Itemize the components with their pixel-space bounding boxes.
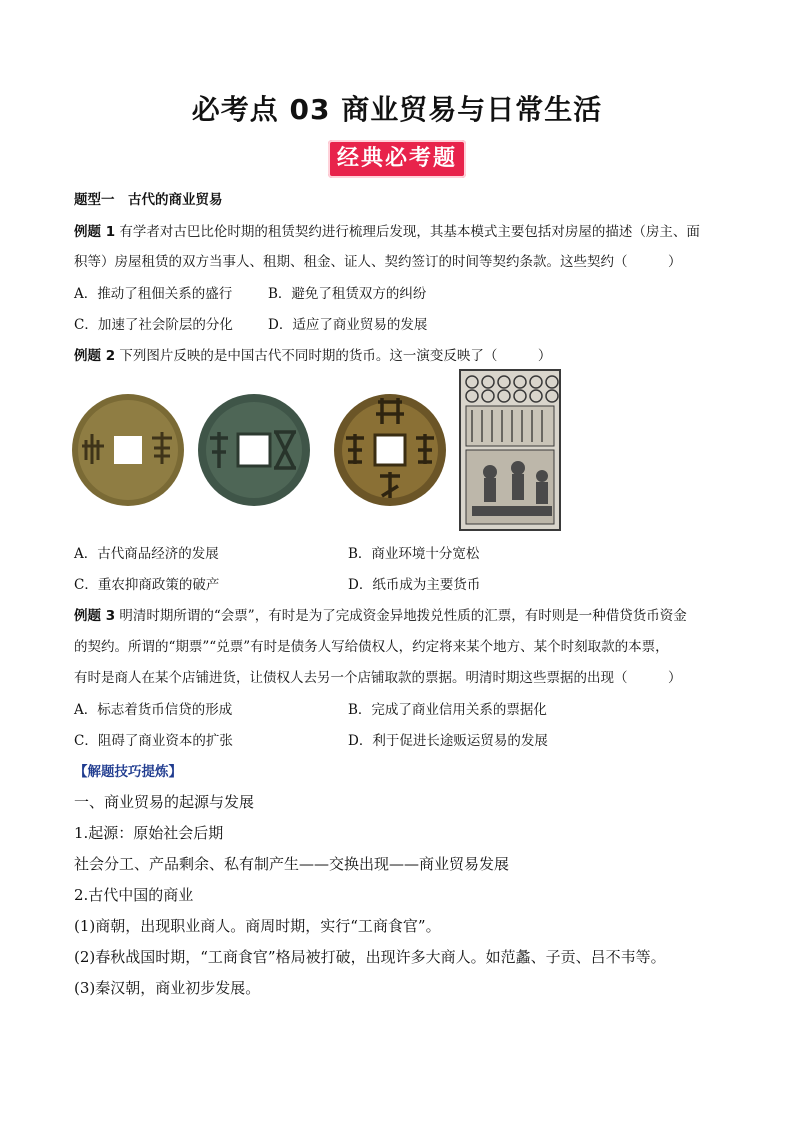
classic-questions-badge: 经典必考题	[328, 140, 466, 178]
tips-heading: 【解题技巧提炼】	[74, 764, 182, 780]
example-2-label: 例题 2	[74, 348, 116, 364]
example-2-line-1	[74, 344, 551, 364]
example-1-label: 例题 1	[74, 224, 116, 240]
kaiyuan-tongbao-coin-image	[334, 394, 446, 506]
example-3-line-1	[74, 604, 687, 624]
tips-line-4: 2.古代中国的商业	[74, 886, 194, 904]
example-1-option-a[interactable]: A．推动了租佃关系的盛行	[74, 286, 233, 302]
page-title: 必考点 03 商业贸易与日常生活	[191, 93, 603, 126]
tips-line-6: (2)春秋战国时期，“工商食官”格局被打破，出现许多大商人。如范蠡、子贡、吕不韦等。	[74, 948, 666, 966]
jiaozi-paper-money-image	[460, 370, 560, 530]
example-2-option-a[interactable]: A．古代商品经济的发展	[74, 546, 219, 562]
tips-line-1: 一、商业贸易的起源与发展	[74, 793, 255, 811]
example-1-line-1	[74, 220, 700, 240]
wu-zhu-coin-image	[198, 394, 310, 506]
example-1-option-b[interactable]: B．避免了租赁双方的纠纷	[268, 286, 427, 302]
example-1-text-1: 有学者对古巴比伦时期的租赁契约进行梳理后发现，其基本模式主要包括对房屋的描述（房主、面	[119, 224, 700, 240]
tips-line-7: (3)秦汉朝，商业初步发展。	[74, 979, 261, 997]
ancient-currency-images	[70, 368, 570, 533]
tips-line-2: 1.起源：原始社会后期	[74, 824, 224, 842]
ban-liang-coin-image	[72, 394, 184, 506]
example-3-text-1: 明清时期所谓的“会票”，有时是为了完成资金异地拨兑性质的汇票，有时则是一种借贷货币资金	[119, 608, 687, 624]
example-2-option-b[interactable]: B．商业环境十分宽松	[348, 546, 480, 562]
example-3-option-b[interactable]: B．完成了商业信用关系的票据化	[348, 702, 547, 718]
example-3-text-3: 有时是商人在某个店铺进货，让债权人去另一个店铺取款的票据。明清时期这些票据的出现（ ）	[74, 670, 682, 686]
example-2-option-c[interactable]: C．重农抑商政策的破产	[74, 577, 220, 593]
example-3-option-c[interactable]: C．阻碍了商业资本的扩张	[74, 733, 233, 749]
section-heading: 题型一 古代的商业贸易	[74, 192, 223, 208]
example-1-text-2: 积等）房屋租赁的双方当事人、租期、租金、证人、契约签订的时间等契约条款。这些契约（ ）	[74, 254, 682, 270]
tips-line-3: 社会分工、产品剩余、私有制产生——交换出现——商业贸易发展	[74, 855, 510, 873]
example-1-option-c[interactable]: C．加速了社会阶层的分化	[74, 317, 233, 333]
example-1-option-d[interactable]: D．适应了商业贸易的发展	[268, 317, 428, 333]
example-2-text-1: 下列图片反映的是中国古代不同时期的货币。这一演变反映了（ ）	[119, 348, 552, 364]
example-3-text-2: 的契约。所谓的“期票”“兑票”有时是债务人写给债权人，约定将来某个地方、某个时刻取款的本票，	[74, 639, 669, 655]
example-2-option-d[interactable]: D．纸币成为主要货币	[348, 577, 481, 593]
tips-line-5: (1)商朝，出现职业商人。商周时期，实行“工商食官”。	[74, 917, 441, 935]
example-3-option-a[interactable]: A．标志着货币信贷的形成	[74, 702, 233, 718]
example-3-label: 例题 3	[74, 608, 116, 624]
example-3-option-d[interactable]: D．利于促进长途贩运贸易的发展	[348, 733, 548, 749]
